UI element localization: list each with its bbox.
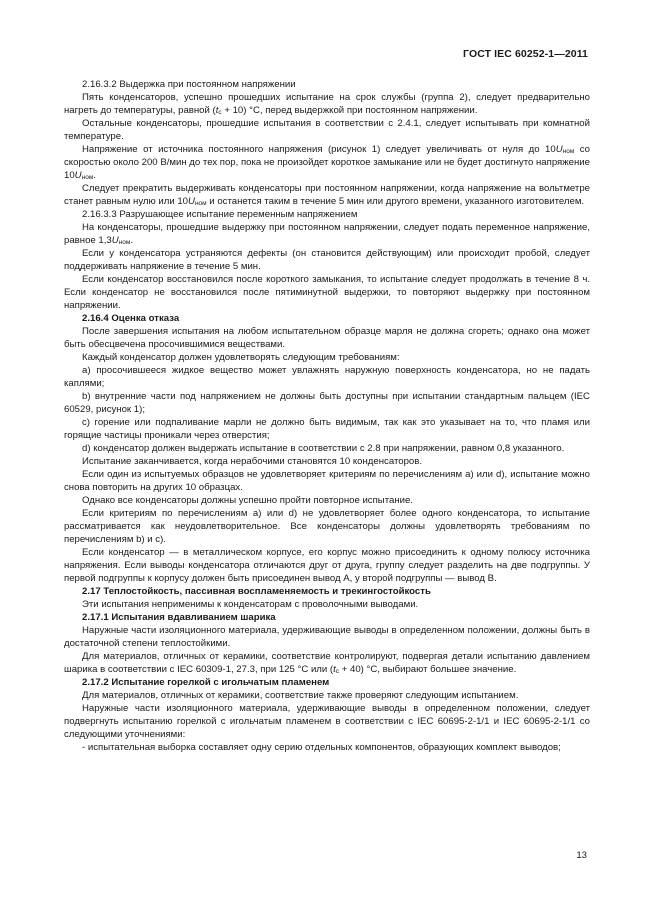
- paragraph: Если конденсатор — в металлическом корпусе, его корпус можно присоединить к одному полюсу источника напряжения. Если выводы конденсатора отличаются друг от друга, группу следует разделить на две подгруппы. У первой подгруппы к корпусу должен быть присоединен вывод А, у второй подгруппы — вывод В.: [64, 547, 590, 584]
- section-heading: 2.17 Теплостойкость, пассивная воспламеняемость и трекингостойкость: [82, 586, 431, 597]
- paragraph: Напряжение от источника постоянного напряжения (рисунок 1) следует увеличивать от нуля до $10U_{ном}$ со скоростью около 200 В/мин до тех пор, пока не произойдет короткое замыкание или не будет достигнуто напряжение $10U_{ном}$.: [64, 144, 591, 181]
- paragraph: 2.16.3.3 Разрушающее испытание переменным напряжением: [82, 209, 358, 220]
- document-header: ГОСТ IEC 60252-1—2011: [463, 48, 588, 60]
- paragraph: Если у конденсатора устраняются дефекты (он становится действующим) или происходит пробой, следует поддерживать напряжение в течение 5 мин.: [64, 248, 590, 272]
- paragraph: - испытательная выборка составляет одну серию отдельных компонентов, образующих комплект выводов;: [82, 742, 561, 753]
- section-heading: 2.17.2 Испытание горелкой с игольчатым пламенем: [82, 677, 330, 688]
- paragraph: Пять конденсаторов, успешно прошедших испытание на срок службы (группа 2), следует предварительно нагреть до температуры, равной $(t_c + 10)$ °С, перед выдержкой при постоянном напряжении.: [64, 92, 590, 116]
- paragraph: Испытание заканчивается, когда нерабочими становятся 10 конденсаторов.: [82, 456, 423, 467]
- document-body: [64, 78, 590, 754]
- paragraph: Для материалов, отличных от керамики, соответствие контролируют, подвергая детали испытанию давлением шарика в соответствии с IEC 60309-1, 27.3, при 125 °С или $(t_c + 40)$ °С, выбирают большее значение.: [64, 651, 590, 675]
- paragraph: Если критериям по перечислениям a) или d) не удовлетворяет более одного конденсатора, то испытание рассматривается как неудовлетворительное. Все конденсаторы должны удовлетворять требованиям по перечислениям b) и c).: [64, 508, 590, 545]
- paragraph: Эти испытания неприменимы к конденсаторам с проволочными выводами.: [82, 599, 419, 610]
- paragraph: На конденсаторы, прошедшие выдержку при постоянном напряжении, следует подать переменное напряжение, равное $1,3U_{ном}$.: [64, 222, 590, 246]
- paragraph: Если один из испытуемых образцов не удовлетворяет критериям по перечислениям a) или d), испытание можно снова повторить на других 10 образцах.: [64, 469, 590, 493]
- paragraph: Если конденсатор восстановился после короткого замыкания, то испытание следует продолжать в течение 8 ч. Если конденсатор не восстановился после пятиминутной выдержки, то повторяют выдержку при постоянном напряжении.: [64, 274, 590, 311]
- paragraph: Для материалов, отличных от керамики, соответствие также проверяют следующим испытанием.: [82, 690, 519, 701]
- paragraph: a) просочившееся жидкое вещество может увлажнять наружную поверхность конденсатора, но не падать каплями;: [64, 365, 590, 389]
- paragraph: Наружные части изоляционного материала, удерживающие выводы в определенном положении, должны быть в достаточной степени теплостойкими.: [64, 625, 590, 649]
- paragraph: После завершения испытания на любом испытательном образце марля не должна сгореть; однако она может быть обесцвечена просочившимися веществами.: [64, 326, 590, 350]
- paragraph: Однако все конденсаторы должны успешно пройти повторное испытание.: [82, 495, 413, 506]
- page-number: 13: [576, 850, 587, 861]
- paragraph: Остальные конденсаторы, прошедшие испытания в соответствии с 2.4.1, следует испытывать при комнатной температуре.: [64, 118, 590, 142]
- paragraph: c) горение или подпаливание марли не должно быть видимым, так как это указывает на то, что пламя или горящие частицы проникали через отверстия;: [64, 417, 590, 441]
- paragraph: Каждый конденсатор должен удовлетворять следующим требованиям:: [82, 352, 400, 363]
- section-heading: 2.17.1 Испытания вдавливанием шарика: [82, 612, 276, 623]
- paragraph: 2.16.3.2 Выдержка при постоянном напряжении: [82, 79, 296, 90]
- paragraph: b) внутренние части под напряжением не должны быть доступны при испытании стандартным пальцем (IEC 60529, рисунок 1);: [64, 391, 590, 415]
- paragraph: Следует прекратить выдерживать конденсаторы при постоянном напряжении, когда напряжение на вольтметре станет равным нулю или $10U_{ном}$ и останется таким в течение 5 мин или другого времени, указанного изготовителем.: [64, 183, 590, 207]
- paragraph: Наружные части изоляционного материала, удерживающие выводы в определенном положении, следует подвергнуть испытанию горелкой с игольчатым пламенем в соответствии с IEC 60695-2-1/1 и IEC 60695-2-1/1 со следующими уточнениями:: [64, 703, 590, 740]
- paragraph: d) конденсатор должен выдержать испытание в соответствии с 2.8 при напряжении, равном 0,8 указанного.: [82, 443, 565, 454]
- section-heading: 2.16.4 Оценка отказа: [82, 313, 180, 324]
